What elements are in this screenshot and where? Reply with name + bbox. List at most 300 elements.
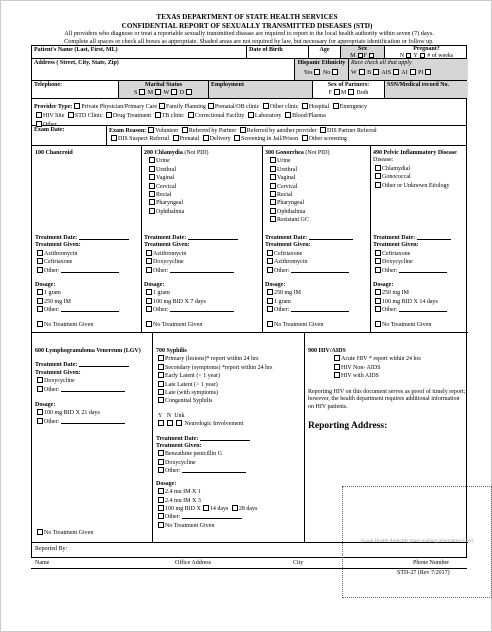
- syph-latelatent-checkbox[interactable]: [158, 381, 164, 387]
- gonorrhea-treatment: [265, 234, 369, 329]
- lgv-t1-checkbox[interactable]: [37, 377, 43, 383]
- provider-hiv-label: HIV Site: [43, 112, 65, 119]
- syph-d4-label: Other:: [165, 514, 181, 521]
- marital-label: Marital Status: [144, 82, 183, 88]
- chancroid-d3-checkbox[interactable]: [37, 306, 43, 312]
- chlam-site-rectal-checkbox[interactable]: [149, 191, 155, 197]
- chlam-dosage: Dosage:: [144, 282, 165, 289]
- footer-name-label: Name: [35, 560, 50, 566]
- provider-family-checkbox[interactable]: [159, 103, 165, 109]
- lgv-dosage: Dosage:: [35, 402, 56, 409]
- gc-site-resistant-checkbox[interactable]: [270, 216, 276, 222]
- gc-site-urethral-checkbox[interactable]: [270, 166, 276, 172]
- telephone-row: [32, 81, 466, 99]
- chancroid-tdate[interactable]: [35, 234, 139, 242]
- syph-notreat-checkbox[interactable]: [158, 522, 164, 528]
- exam-jail-checkbox[interactable]: [234, 135, 240, 141]
- exam-partner-checkbox[interactable]: [182, 127, 188, 133]
- chancroid-t1-checkbox[interactable]: [37, 250, 43, 256]
- reported-by-label: Reported By:: [35, 546, 68, 552]
- lgv-title: 600 Lymphogranuloma Venereum (LGV): [35, 348, 141, 354]
- pid-d2-checkbox[interactable]: [375, 298, 381, 304]
- partner-f-label: F: [328, 89, 332, 96]
- hiv-aids-label: HIV with AIDS: [341, 373, 379, 380]
- exam-delivery-label: Delivery: [209, 136, 231, 142]
- gc-t3-label: Other:: [274, 267, 290, 274]
- provider-std-checkbox[interactable]: [68, 112, 74, 118]
- chlam-site-pharyngeal-checkbox[interactable]: [149, 199, 155, 205]
- provider-otherclinic-checkbox[interactable]: [263, 103, 269, 109]
- provider-drug-checkbox[interactable]: [106, 112, 112, 118]
- chlam-d2-label: 100 mg BID X 7 days: [153, 298, 206, 305]
- ynu-y-label: Y: [158, 412, 163, 419]
- syph-t3-checkbox[interactable]: [158, 467, 164, 473]
- ssn-field[interactable]: [384, 81, 468, 98]
- lgv-d2-checkbox[interactable]: [37, 418, 43, 424]
- marital-d-label: D: [179, 89, 185, 96]
- gc-t1-checkbox[interactable]: [267, 250, 273, 256]
- syph-d3-checkbox[interactable]: [158, 505, 164, 511]
- weeks-label: # of weeks: [427, 52, 454, 58]
- hispanic-yes-checkbox[interactable]: [314, 69, 320, 75]
- line: [170, 306, 234, 312]
- pregnant-n-checkbox[interactable]: [406, 53, 411, 58]
- syph-d1-checkbox[interactable]: [158, 488, 164, 494]
- chlam-site-label: Vaginal: [156, 175, 175, 182]
- race-ais-checkbox[interactable]: [393, 69, 399, 75]
- marital-m-label: M: [147, 89, 154, 96]
- header-title: CONFIDENTIAL REPORT OF SEXUALLY TRANSMITTED DISEASES (STD): [121, 22, 373, 30]
- marital-w-checkbox[interactable]: [171, 89, 177, 95]
- pid-t1-checkbox[interactable]: [375, 250, 381, 256]
- patient-row: [32, 46, 466, 59]
- syph-stage-label: Early Latent (< 1 year): [165, 373, 221, 380]
- syph-stage-label: Primary (lesions)* report within 24 hrs: [165, 356, 259, 363]
- header-agency: TEXAS DEPARTMENT OF STATE HEALTH SERVICES: [156, 13, 338, 21]
- syph-late-checkbox[interactable]: [158, 389, 164, 395]
- chlam-t2-label: Doxycycline: [153, 259, 184, 266]
- chancroid-dosage: Dosage:: [35, 282, 56, 289]
- pid-t2-label: Doxycycline: [382, 259, 413, 266]
- chancroid-treatment: [35, 234, 139, 329]
- chlam-site-label: Urine: [156, 158, 170, 165]
- reporting-address-box[interactable]: [342, 486, 492, 598]
- hispanic-field: [294, 59, 348, 80]
- gc-site-rectal-checkbox[interactable]: [270, 191, 276, 197]
- syph-d4-checkbox[interactable]: [158, 513, 164, 519]
- partner-m-checkbox[interactable]: [348, 89, 354, 95]
- chancroid-t2: [35, 258, 139, 266]
- race-w-checkbox[interactable]: [359, 69, 365, 75]
- chancroid-t3-checkbox[interactable]: [37, 267, 43, 273]
- syph-early-checkbox[interactable]: [158, 372, 164, 378]
- gc-notreat-checkbox[interactable]: [267, 321, 273, 327]
- chancroid-d1-checkbox[interactable]: [37, 289, 43, 295]
- chlamydia-note: (Not PID): [184, 150, 209, 156]
- hiv-nonaids-checkbox[interactable]: [334, 364, 340, 370]
- tdate-label: Treatment Date:: [156, 435, 199, 442]
- chlam-site-ophthalmia-checkbox[interactable]: [149, 208, 155, 214]
- pid-gonococcal-checkbox[interactable]: [375, 173, 381, 179]
- exam-delivery-checkbox[interactable]: [203, 135, 209, 141]
- provider-hiv-checkbox[interactable]: [36, 112, 42, 118]
- chlam-d1-checkbox[interactable]: [146, 289, 152, 295]
- syph-stage-label: Congenital Syphilis: [165, 398, 213, 405]
- gc-t3-checkbox[interactable]: [267, 267, 273, 273]
- syph-28days-label: 28 days: [238, 505, 258, 512]
- syph-secondary-checkbox[interactable]: [158, 364, 164, 370]
- pid-other-label: Other or Unknown Etiology: [382, 182, 450, 189]
- provider-correctional-label: Correctional Facility: [194, 112, 245, 119]
- chlam-d2-checkbox[interactable]: [146, 298, 152, 304]
- chlam-d1-label: 1 gram: [153, 290, 170, 297]
- provider-tb-checkbox[interactable]: [155, 112, 161, 118]
- marital-m-checkbox[interactable]: [155, 89, 161, 95]
- syph-tdate[interactable]: [156, 435, 302, 443]
- gc-site-label: Rectal: [277, 192, 293, 199]
- sex-m-label: M: [350, 52, 356, 58]
- sex-field: [340, 46, 384, 58]
- provider-blood-label: Blood/Plasma: [292, 112, 326, 119]
- line: [291, 267, 349, 273]
- exam-reason-label: Exam Reason:: [109, 128, 147, 134]
- partner-both-label: Both: [356, 89, 369, 96]
- hispanic-no-checkbox[interactable]: [332, 69, 338, 75]
- race-pi-checkbox[interactable]: [425, 69, 431, 75]
- provider-correctional-checkbox[interactable]: [188, 112, 194, 118]
- line: [61, 418, 125, 424]
- hiv-note: Reporting HIV on this document serves as proof of timely report; however, the health department requires additional information on HIV patients.: [308, 388, 466, 410]
- hiv-title: 900 HIV/AIDS: [308, 348, 346, 354]
- divider-1: [141, 146, 142, 332]
- chlam-site-label: Rectal: [156, 192, 172, 199]
- tdate-line: [200, 435, 250, 441]
- chlam-site-urethral-checkbox[interactable]: [149, 166, 155, 172]
- address-field[interactable]: [32, 59, 294, 80]
- pid-chlamydial-label: Chlamydial: [382, 165, 410, 172]
- gonorrhea-note: (Not PID): [305, 150, 330, 156]
- neuro-unk-checkbox[interactable]: [176, 420, 182, 426]
- reporting-address-hint: (Local Health Authority place mailing information here): [360, 539, 474, 544]
- chancroid-t2-label: Ceftriaxone: [44, 259, 73, 266]
- gc-d2-label: 1 gram: [274, 298, 291, 305]
- exam-dispartner-checkbox[interactable]: [320, 127, 326, 133]
- exam-date-field[interactable]: [32, 126, 106, 145]
- chlam-t2-checkbox[interactable]: [146, 258, 152, 264]
- chancroid-d3-label: Other:: [44, 307, 60, 314]
- syph-d3-label: 100 mg BID X: [165, 505, 201, 512]
- intro-line-1: All providers who diagnose or treat a reportable sexually transmitted disease are required to report to the local health authority within seven (7) days.: [64, 30, 434, 37]
- neuro-n-checkbox[interactable]: [167, 420, 173, 426]
- dob-label: Date of Birth: [249, 47, 283, 53]
- exam-partner-label: Referred by Partner: [188, 128, 237, 134]
- ssn-label: SSN/Medical record No.: [387, 82, 450, 88]
- race-ai-checkbox[interactable]: [410, 69, 416, 75]
- age-label: Age: [319, 47, 330, 53]
- gc-site-vaginal-checkbox[interactable]: [270, 174, 276, 180]
- chlam-site-cervical-checkbox[interactable]: [149, 183, 155, 189]
- syph-14days-label: 14 days: [209, 505, 229, 512]
- divider-3: [370, 146, 371, 332]
- syph-t1-checkbox[interactable]: [158, 450, 164, 456]
- chancroid-t2-checkbox[interactable]: [37, 258, 43, 264]
- hiv-aids-checkbox[interactable]: [334, 372, 340, 378]
- provider-prenatal-label: Prenatal/OB clinic: [214, 104, 260, 110]
- lgv-notreat-checkbox[interactable]: [37, 529, 43, 535]
- gc-t1-label: Ceftriaxone: [274, 250, 303, 257]
- chlamydia-treatment: [144, 234, 260, 329]
- gc-site-label: Urethral: [277, 166, 297, 173]
- provider-drug-label: Drug Treatment: [112, 112, 152, 119]
- divider-5: [304, 332, 305, 542]
- chlam-site-urine-checkbox[interactable]: [149, 157, 155, 163]
- syph-primary-checkbox[interactable]: [158, 355, 164, 361]
- gc-d3-checkbox[interactable]: [267, 306, 273, 312]
- gonorrhea-section: [265, 150, 369, 225]
- pid-d3-checkbox[interactable]: [375, 306, 381, 312]
- lgv-tdate[interactable]: [35, 361, 150, 369]
- chlam-site-vaginal-checkbox[interactable]: [149, 174, 155, 180]
- chlam-tdate[interactable]: [144, 234, 260, 242]
- syph-t2-checkbox[interactable]: [158, 459, 164, 465]
- lgv-section: [35, 348, 150, 426]
- marital-field: [118, 81, 208, 98]
- chancroid-t3: [35, 267, 139, 275]
- syph-stage-label: Secondary (symptoms) *report within 24 hrs: [165, 364, 273, 371]
- pid-section: [373, 150, 466, 190]
- divider-h: [32, 332, 468, 333]
- line: [61, 306, 119, 312]
- exam-dispartner-label: DIS Partner Referral: [327, 128, 377, 134]
- exam-provider-checkbox[interactable]: [240, 127, 246, 133]
- line: [170, 267, 234, 273]
- pid-disease-label: Disease:: [373, 157, 394, 164]
- chlam-notreat-label: No Treatment Given: [153, 321, 203, 328]
- form-id-label: STD-27 (Rev 7/2017): [397, 570, 450, 576]
- sex-label: Sex: [358, 46, 367, 52]
- gc-site-label: Resistant GC: [277, 217, 309, 224]
- race-label: Race check all that apply: [351, 60, 412, 66]
- pid-dosage: Dosage:: [373, 282, 394, 289]
- employment-field[interactable]: [208, 81, 312, 98]
- syphilis-section: [156, 348, 302, 530]
- pid-notreat-checkbox[interactable]: [375, 321, 381, 327]
- tdate-label: Treatment Date:: [373, 235, 416, 241]
- pid-d3-label: Other:: [382, 307, 398, 314]
- gc-notreat-label: No Treatment Given: [274, 321, 324, 328]
- exam-dissuspect-checkbox[interactable]: [111, 135, 117, 141]
- chlam-site-label: Urethral: [156, 166, 176, 173]
- provider-private-label: Private Physician/Primary Care: [81, 104, 158, 110]
- tdate-line: [309, 234, 353, 240]
- syph-congenital-checkbox[interactable]: [158, 397, 164, 403]
- gc-site-label: Cervical: [277, 183, 298, 190]
- lgv-notreat: [35, 529, 150, 537]
- lgv-notreat-label: No Treatment Given: [44, 530, 94, 536]
- syph-t3-label: Other:: [165, 468, 181, 475]
- race-ais-label: AIS: [381, 69, 392, 76]
- chancroid-title: 100 Chancroid: [35, 150, 73, 156]
- tdate-label: Treatment Date:: [35, 362, 78, 369]
- pid-tgiven: Treatment Given:: [373, 242, 419, 249]
- provider-family-label: Family Planning: [166, 104, 206, 110]
- exam-date-label: Exam Date:: [34, 127, 65, 133]
- gc-d1-checkbox[interactable]: [267, 289, 273, 295]
- gc-site-label: Ophthalmia: [277, 208, 306, 215]
- race-pi-label: PI: [418, 69, 424, 76]
- provider-emergency-checkbox[interactable]: [333, 103, 339, 109]
- provider-hospital-label: Hospital: [308, 104, 330, 110]
- pid-t2-checkbox[interactable]: [375, 258, 381, 264]
- race-field: [348, 59, 468, 80]
- syph-dosage: Dosage:: [156, 480, 177, 487]
- exam-prenatal-checkbox[interactable]: [173, 135, 179, 141]
- telephone-field[interactable]: [32, 81, 118, 98]
- hiv-acute-checkbox[interactable]: [334, 355, 340, 361]
- race-b-checkbox[interactable]: [373, 69, 379, 75]
- tdate-line: [417, 234, 451, 240]
- chlam-t3-label: Other:: [153, 267, 169, 274]
- neuro-y-checkbox[interactable]: [158, 420, 164, 426]
- neuro-label: Neurologic Involvement: [184, 421, 244, 428]
- footer-phone-label: Phone Number: [413, 560, 450, 566]
- marital-w-label: W: [163, 89, 170, 96]
- line: [399, 267, 447, 273]
- pid-gonococcal-label: Gonococcal: [382, 174, 411, 181]
- gc-d1-label: 250 mg IM: [274, 290, 301, 297]
- pid-d2-label: 100 mg BID X 14 days: [382, 298, 438, 305]
- dob-field[interactable]: [246, 46, 308, 58]
- line: [182, 513, 242, 519]
- sex-m-checkbox[interactable]: [358, 53, 363, 58]
- pid-chlamydial-checkbox[interactable]: [375, 165, 381, 171]
- chlam-site-label: Cervical: [156, 183, 177, 190]
- lgv-t1-label: Doxycycline: [44, 378, 75, 385]
- line: [291, 306, 349, 312]
- pid-d1-label: 250 mg IM: [382, 290, 409, 297]
- age-field[interactable]: [308, 46, 340, 58]
- line: [399, 306, 447, 312]
- lgv-d2-label: Other:: [44, 418, 60, 425]
- pregnant-field: [384, 46, 468, 58]
- ynu-unk-label: Unk: [174, 412, 185, 419]
- chlamydia-title: 200 Chlamydia: [144, 150, 183, 156]
- lgv-t2-label: Other:: [44, 386, 60, 393]
- gc-tdate[interactable]: [265, 234, 369, 242]
- syph-d2-checkbox[interactable]: [158, 497, 164, 503]
- gc-site-pharyngeal-checkbox[interactable]: [270, 199, 276, 205]
- partner-f-checkbox[interactable]: [334, 89, 340, 95]
- provider-lab-checkbox[interactable]: [248, 112, 254, 118]
- provider-hospital-checkbox[interactable]: [302, 103, 308, 109]
- pregnant-n-label: N: [399, 52, 405, 58]
- pregnant-y-label: Y: [413, 52, 418, 58]
- pid-tdate[interactable]: [373, 234, 466, 242]
- tdate-line: [188, 234, 238, 240]
- tdate-label: Treatment Date:: [144, 235, 187, 241]
- chlam-notreat-checkbox[interactable]: [146, 321, 152, 327]
- address-row: [32, 59, 466, 81]
- hiv-nonaids-label: HIV Non- AIDS: [341, 364, 381, 371]
- chlam-t1-checkbox[interactable]: [146, 250, 152, 256]
- chlam-d3-label: Other:: [153, 307, 169, 314]
- exam-otherscreen-label: Other screening: [308, 136, 347, 142]
- pid-d1-checkbox[interactable]: [375, 289, 381, 295]
- pid-treatment: [373, 234, 466, 329]
- hiv-acute-label: Acute HIV * report within 24 hrs: [341, 356, 421, 363]
- lgv-t2-checkbox[interactable]: [37, 386, 43, 392]
- provider-blood-checkbox[interactable]: [285, 112, 291, 118]
- chlam-t3-checkbox[interactable]: [146, 267, 152, 273]
- marital-s-label: S: [133, 89, 138, 96]
- chancroid-d2-checkbox[interactable]: [37, 298, 43, 304]
- sex-f-checkbox[interactable]: [369, 53, 374, 58]
- tdate-line: [79, 234, 129, 240]
- provider-prenatal-checkbox[interactable]: [208, 103, 214, 109]
- pid-title: 490 Pelvic Inflammatory Disease: [373, 150, 457, 156]
- provider-lab-label: Laboratory: [254, 112, 282, 119]
- intro-text: [31, 30, 467, 45]
- lgv-d1-checkbox[interactable]: [37, 409, 43, 415]
- gc-site-cervical-checkbox[interactable]: [270, 183, 276, 189]
- pid-other-checkbox[interactable]: [375, 182, 381, 188]
- employment-label: Employment: [211, 82, 244, 88]
- sex-f-label: F: [363, 52, 367, 58]
- marital-s-checkbox[interactable]: [139, 89, 145, 95]
- exam-otherscreen-checkbox[interactable]: [302, 135, 308, 141]
- provider-emergency-label: Emergency: [339, 104, 367, 110]
- provider-type-label: Provider Type:: [34, 104, 73, 110]
- syph-28days-checkbox[interactable]: [232, 505, 238, 511]
- tdate-line: [79, 361, 129, 367]
- gc-tgiven: Treatment Given:: [265, 242, 311, 249]
- pregnant-y-checkbox[interactable]: [420, 53, 425, 58]
- race-ai-label: AI: [401, 69, 408, 76]
- form-body: [31, 45, 474, 558]
- chancroid-d2-label: 250 mg IM: [44, 298, 71, 305]
- footer-city-label: City: [293, 560, 304, 566]
- syph-notreat-label: No Treatment Given: [165, 522, 215, 529]
- exam-row: [32, 126, 466, 146]
- patient-name-label: Patient's Name (Last, First, ML): [34, 47, 118, 53]
- partner-m-label: M: [340, 89, 347, 96]
- exam-volunteer-checkbox[interactable]: [148, 127, 154, 133]
- marital-d-checkbox[interactable]: [186, 89, 192, 95]
- lgv-tgiven: Treatment Given:: [35, 369, 81, 376]
- gc-site-ophthalmia-checkbox[interactable]: [270, 208, 276, 214]
- race-b-label: B: [367, 69, 372, 76]
- provider-private-checkbox[interactable]: [74, 103, 80, 109]
- exam-dissuspect-label: DIS Suspect Referral: [118, 136, 169, 142]
- chancroid-notreat-label: No Treatment Given: [44, 321, 94, 328]
- exam-provider-label: Referred by another provider: [246, 128, 317, 134]
- chlam-tgiven: Treatment Given:: [144, 242, 190, 249]
- exam-jail-label: Screening in Jail/Prison: [241, 136, 299, 142]
- patient-name-field[interactable]: [32, 46, 246, 58]
- pregnant-label: Pregnant?: [413, 46, 440, 52]
- chlam-d3-checkbox[interactable]: [146, 306, 152, 312]
- gc-t2-label: Azithromycin: [274, 259, 308, 266]
- syph-t1-label: Benzathine penicillin G: [165, 451, 222, 458]
- pid-t3-checkbox[interactable]: [375, 267, 381, 273]
- gonorrhea-title: 300 Gonorrhea: [265, 150, 304, 156]
- gc-d2-checkbox[interactable]: [267, 298, 273, 304]
- gc-t2-checkbox[interactable]: [267, 258, 273, 264]
- gc-site-urine-checkbox[interactable]: [270, 157, 276, 163]
- hiv-section: [308, 348, 466, 432]
- syph-14days-checkbox[interactable]: [203, 505, 209, 511]
- chancroid-notreat-checkbox[interactable]: [37, 321, 43, 327]
